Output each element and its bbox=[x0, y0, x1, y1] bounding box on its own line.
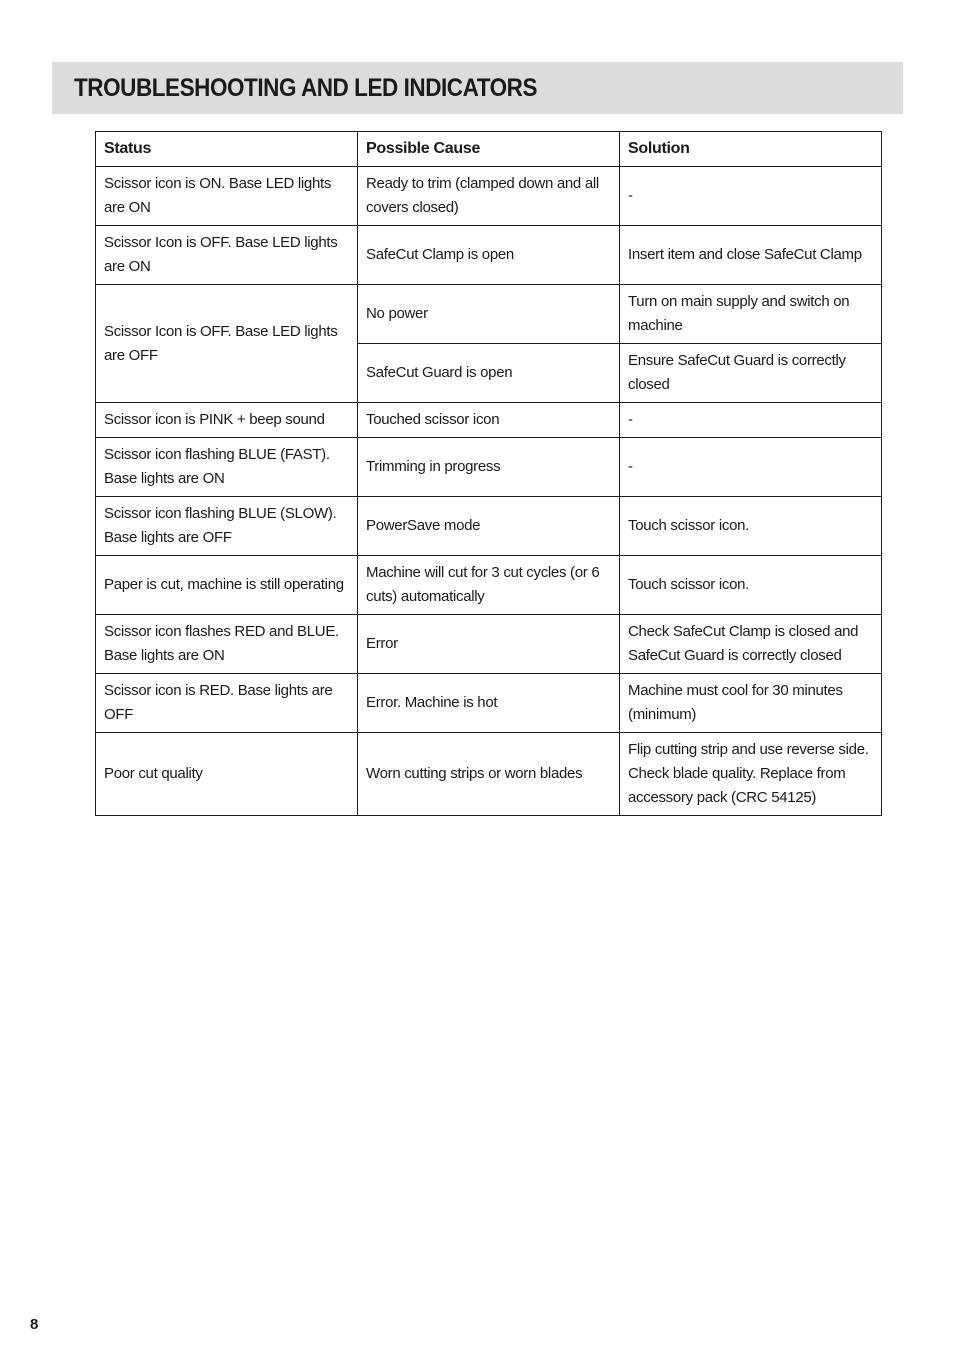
page-number: 8 bbox=[30, 1316, 39, 1333]
table-row bbox=[96, 167, 882, 226]
solution-cell: Check SafeCut Clamp is closed and SafeCut Guard is correctly closed bbox=[620, 615, 882, 674]
status-cell: Scissor icon is PINK + beep sound bbox=[96, 403, 358, 438]
solution-cell: Turn on main supply and switch on machine bbox=[620, 285, 882, 344]
cause-cell: Worn cutting strips or worn blades bbox=[358, 733, 620, 816]
table-row bbox=[96, 438, 882, 497]
status-cell: Scissor icon flashes RED and BLUE. Base lights are ON bbox=[96, 615, 358, 674]
table-row bbox=[96, 497, 882, 556]
column-header-status: Status bbox=[96, 132, 358, 167]
status-cell: Scissor icon is ON. Base LED lights are ON bbox=[96, 167, 358, 226]
status-cell: Scissor Icon is OFF. Base LED lights are OFF bbox=[96, 285, 358, 403]
troubleshooting-table bbox=[95, 131, 882, 816]
cause-cell: Error. Machine is hot bbox=[358, 674, 620, 733]
cause-cell: Trimming in progress bbox=[358, 438, 620, 497]
table-row bbox=[96, 733, 882, 816]
column-header-possible-cause: Possible Cause bbox=[358, 132, 620, 167]
cause-cell: Machine will cut for 3 cut cycles (or 6 cuts) automatically bbox=[358, 556, 620, 615]
table-row bbox=[96, 226, 882, 285]
status-cell: Scissor Icon is OFF. Base LED lights are ON bbox=[96, 226, 358, 285]
table-row bbox=[96, 674, 882, 733]
cause-cell: PowerSave mode bbox=[358, 497, 620, 556]
solution-cell: Insert item and close SafeCut Clamp bbox=[620, 226, 882, 285]
status-cell: Paper is cut, machine is still operating bbox=[96, 556, 358, 615]
cause-cell: Ready to trim (clamped down and all covers closed) bbox=[358, 167, 620, 226]
table-row bbox=[96, 556, 882, 615]
cause-cell: SafeCut Clamp is open bbox=[358, 226, 620, 285]
section-header bbox=[52, 62, 903, 114]
status-cell: Scissor icon flashing BLUE (FAST). Base lights are ON bbox=[96, 438, 358, 497]
cause-cell: No power bbox=[358, 285, 620, 344]
column-header-solution: Solution bbox=[620, 132, 882, 167]
cause-cell: SafeCut Guard is open bbox=[358, 344, 620, 403]
table-row bbox=[96, 285, 882, 344]
solution-cell: Machine must cool for 30 minutes (minimum) bbox=[620, 674, 882, 733]
status-cell: Scissor icon is RED. Base lights are OFF bbox=[96, 674, 358, 733]
table-header-row bbox=[96, 132, 882, 167]
status-cell: Poor cut quality bbox=[96, 733, 358, 816]
table-row bbox=[96, 403, 882, 438]
table-row bbox=[96, 615, 882, 674]
cause-cell: Touched scissor icon bbox=[358, 403, 620, 438]
solution-cell: - bbox=[620, 438, 882, 497]
solution-cell: - bbox=[620, 403, 882, 438]
solution-cell: Touch scissor icon. bbox=[620, 497, 882, 556]
cause-cell: Error bbox=[358, 615, 620, 674]
solution-cell: - bbox=[620, 167, 882, 226]
status-cell: Scissor icon flashing BLUE (SLOW). Base lights are OFF bbox=[96, 497, 358, 556]
solution-cell: Flip cutting strip and use reverse side. Check blade quality. Replace from accessory pack (CRC 54125) bbox=[620, 733, 882, 816]
page-title: TROUBLESHOOTING AND LED INDICATORS bbox=[74, 74, 538, 102]
solution-cell: Touch scissor icon. bbox=[620, 556, 882, 615]
solution-cell: Ensure SafeCut Guard is correctly closed bbox=[620, 344, 882, 403]
